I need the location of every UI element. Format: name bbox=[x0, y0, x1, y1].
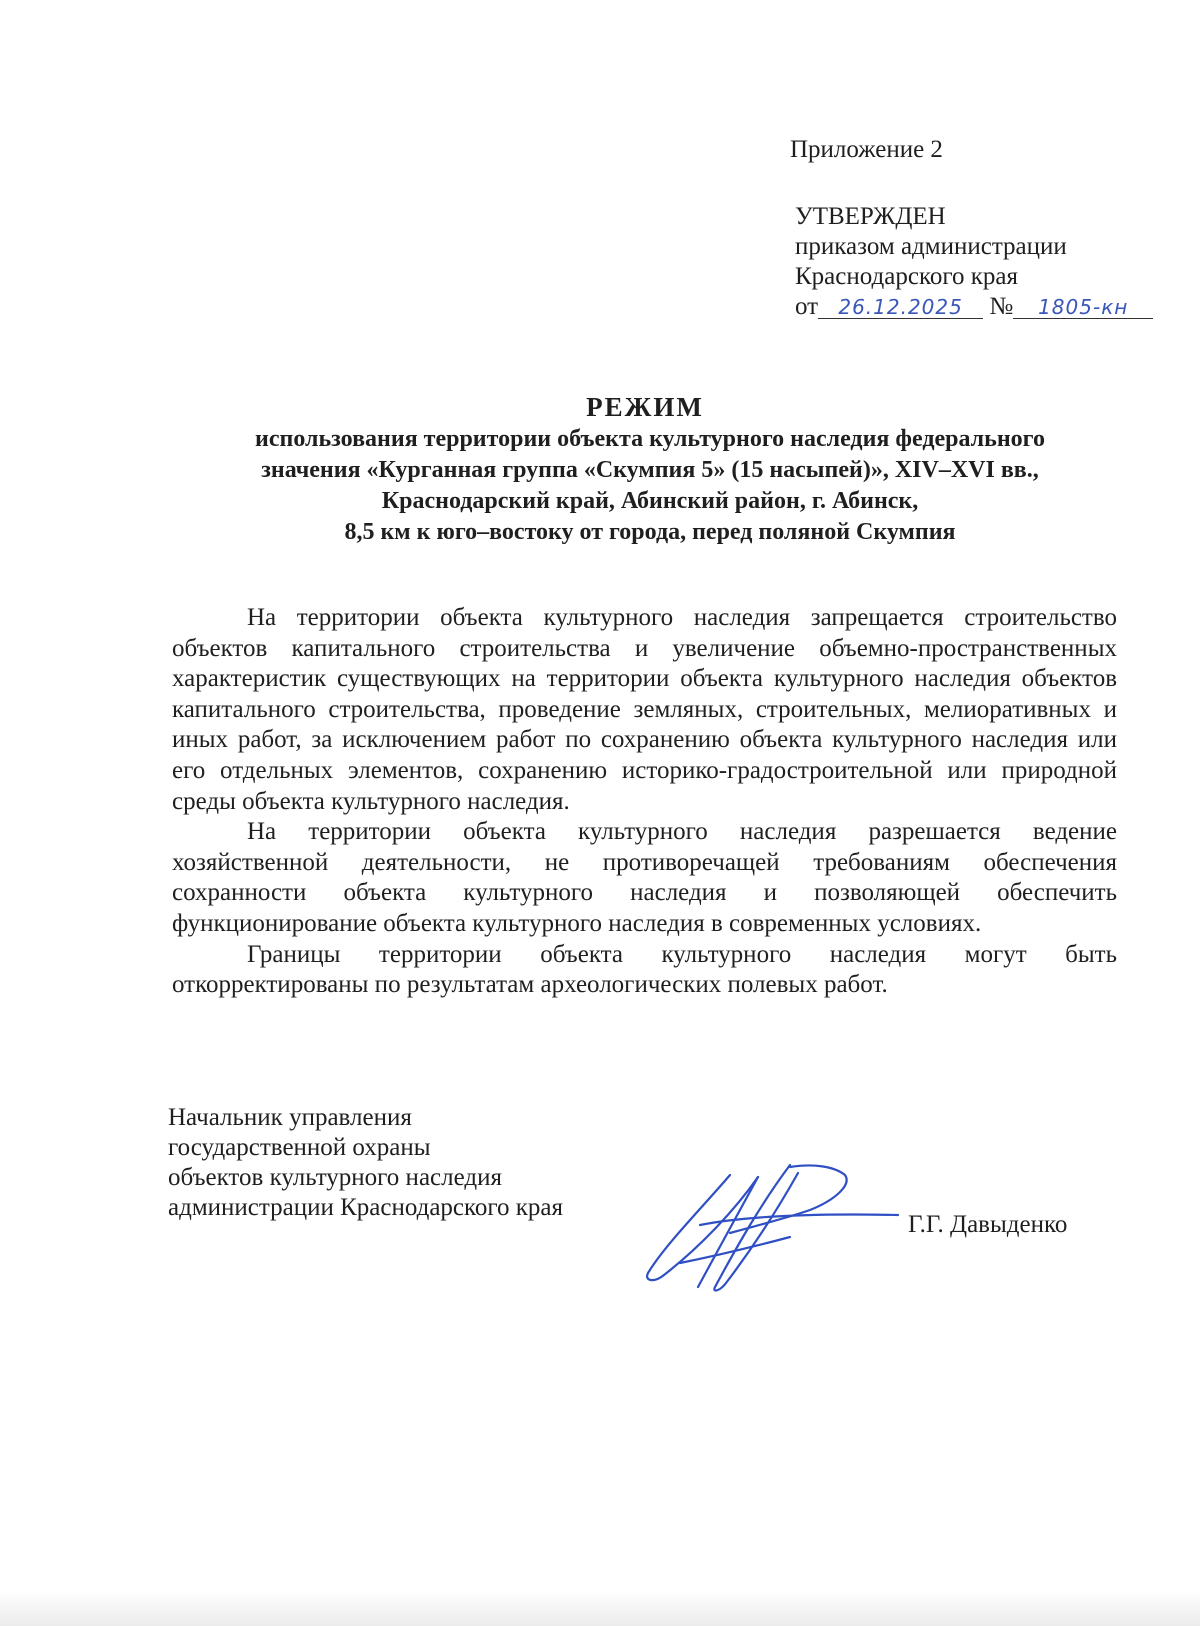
position-line-2: государственной охраны bbox=[168, 1134, 431, 1161]
order-date-prefix: от bbox=[795, 293, 819, 320]
position-line-3: объектов культурного наследия bbox=[168, 1164, 502, 1191]
subtitle-line-3: Краснодарский край, Абинский район, г. Абинск, bbox=[381, 488, 919, 514]
body-paragraph-3: Границы территории объекта культурного наследия могут быть откорректированы по результатам археологических полевых работ. bbox=[172, 940, 1117, 999]
signatory-position bbox=[168, 1103, 563, 1223]
document-subtitle bbox=[170, 424, 1130, 548]
order-date-handwritten: 26.12.2025 bbox=[818, 296, 983, 319]
appendix-label: Приложение 2 bbox=[790, 136, 943, 163]
approval-stamp-block bbox=[795, 202, 1153, 322]
signatory-name: Г.Г. Давыденко bbox=[908, 1211, 1068, 1238]
subtitle-line-4: 8,5 км к юго–востоку от города, перед поляной Скумпия bbox=[344, 519, 956, 545]
order-number-label: № bbox=[989, 293, 1014, 320]
approved-label: УТВЕРЖДЕН bbox=[795, 203, 946, 230]
document-body bbox=[172, 603, 1117, 1001]
body-paragraph-2: На территории объекта культурного наследия разрешается ведение хозяйственной деятельности, не противоречащей требованиям обеспечения сохранности объекта культурного наследия и позволяющей обеспечить функционирование объекта культурного наследия в современных условиях. bbox=[172, 818, 1117, 937]
order-number-handwritten: 1805-кн bbox=[1013, 296, 1153, 319]
body-paragraph-1: На территории объекта культурного наследия запрещается строительство объектов капитального строительства и увеличение объемно-пространственных характеристик существующих на территории объекта культурного наследия объектов капитального строительства, проведение земляных, строительных, мелиоративных и иных работ, за исключением работ по сохранению объекта культурного наследия или его отдельных элементов, сохранению историко-градостроительной или природной среды объекта культурного наследия. bbox=[172, 604, 1117, 815]
scan-bottom-edge bbox=[0, 1590, 1200, 1626]
order-line bbox=[795, 292, 1153, 322]
handwritten-signature bbox=[640, 1155, 900, 1295]
position-line-1: Начальник управления bbox=[168, 1104, 412, 1131]
subtitle-line-1: использования территории объекта культурного наследия федерального bbox=[255, 426, 1045, 452]
approved-by-line-2: Краснодарского края bbox=[795, 263, 1018, 290]
subtitle-line-2: значения «Курганная группа «Скумпия 5» (15 насыпей)», XIV–XVI вв., bbox=[261, 457, 1039, 483]
position-line-4: администрации Краснодарского края bbox=[168, 1194, 564, 1221]
approved-by-line-1: приказом администрации bbox=[795, 233, 1067, 260]
document-title: РЕЖИМ bbox=[586, 392, 704, 422]
